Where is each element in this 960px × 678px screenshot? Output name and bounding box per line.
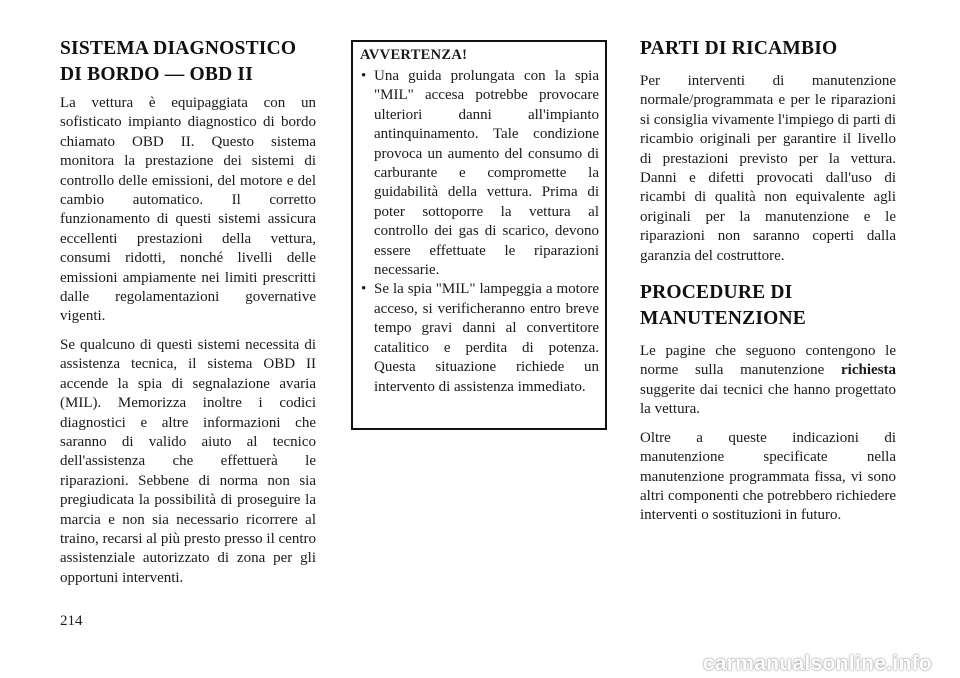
page-number: 214 (60, 613, 83, 629)
warning-item-text: Una guida prolungata con la spia "MIL" accesa potrebbe provocare ulteriori danni all'impianto antinquinamento. Tale condizione provoca un aumento del consumo di carburante e compromette la guidabilità della vettura. Prima di poter sottoporre la vettura al controllo dei gas di scarico, devono essere effettuate le riparazioni necessarie. (374, 68, 599, 279)
watermark: carmanualsonline.info (702, 652, 932, 675)
maintenance-heading-line2: MANUTENZIONE (640, 308, 806, 330)
maintenance-text-before: Le pagine che seguono contengono le norme sulla manutenzione (640, 343, 896, 379)
maintenance-section (640, 280, 896, 526)
obd-heading-line2: DI BORDO — OBD II (60, 64, 254, 85)
maintenance-heading-line1: PROCEDURE DI (640, 282, 793, 304)
maintenance-heading (640, 280, 896, 332)
maintenance-paragraph-1 (640, 342, 896, 420)
warning-item (360, 280, 599, 396)
warning-item (360, 67, 599, 280)
warning-column (351, 40, 605, 430)
warning-list (360, 67, 599, 397)
obd-paragraph-1: La vettura è equipaggiata con un sofisticato impianto diagnostico di bordo chiamato OBD II. Questo sistema monitora la prestazione dei sistemi di controllo delle emissioni, del motore e del cambio automatico. Il corretto funzionamento di questi sistemi assicura eccellenti prestazioni della vettura, consumi ridotti, nonché livelli delle emissioni ampiamente nei limiti prescritti dalle regolamentazioni governative vigenti. (60, 95, 316, 325)
maintenance-text-after: suggerite dai tecnici che hanno progettato la vettura. (640, 381, 896, 418)
bullet-icon: • (361, 68, 367, 84)
obd-heading (60, 36, 316, 88)
obd-section (60, 36, 316, 588)
spare-parts-paragraph: Per interventi di manutenzione normale/programmata e per le riparazioni si consiglia vivamente l'impiego di parti di ricambio originali per garantire il livello di prestazioni previsto per la vettura. Danni e difetti provocati dall'uso di ricambi di qualità non equivalente agli originali per la manutenzione e le riparazioni non saranno coperti dalla garanzia del costruttore. (640, 73, 896, 264)
warning-box (351, 40, 607, 430)
obd-heading-line1: SISTEMA DIAGNOSTICO (60, 38, 297, 59)
warning-item-text: Se la spia "MIL" lampeggia a motore acceso, si verificheranno entro breve tempo gravi danni al convertitore catalitico e perdita di potenza. Questa situazione richiede un intervento di assistenza immediato. (374, 281, 599, 395)
maintenance-paragraph-2: Oltre a queste indicazioni di manutenzione specificate nella manutenzione programmata fissa, vi sono altri componenti che potrebbero richiedere interventi o sostituzioni in futuro. (640, 429, 896, 524)
right-column (640, 36, 896, 526)
obd-paragraph-2: Se qualcuno di questi sistemi necessita di assistenza tecnica, il sistema OBD II accende la spia di segnalazione avaria (MIL). Memorizza inoltre i codici diagnostici e altre informazioni che saranno di valido aiuto al tecnico dell'assistenza che effettuerà le riparazioni. Sebbene di norma non sia pregiudicata la possibilità di proseguire la marcia e non sia necessario ricorrere al traino, recarsi al più presto presso il centro assistenziale autorizzato di zona per gli opportuni interventi. (60, 336, 316, 586)
required-emphasis: richiesta (841, 362, 896, 379)
warning-title: AVVERTENZA! (360, 47, 468, 63)
spare-parts-heading: PARTI DI RICAMBIO (640, 38, 838, 59)
bullet-icon: • (361, 281, 367, 298)
